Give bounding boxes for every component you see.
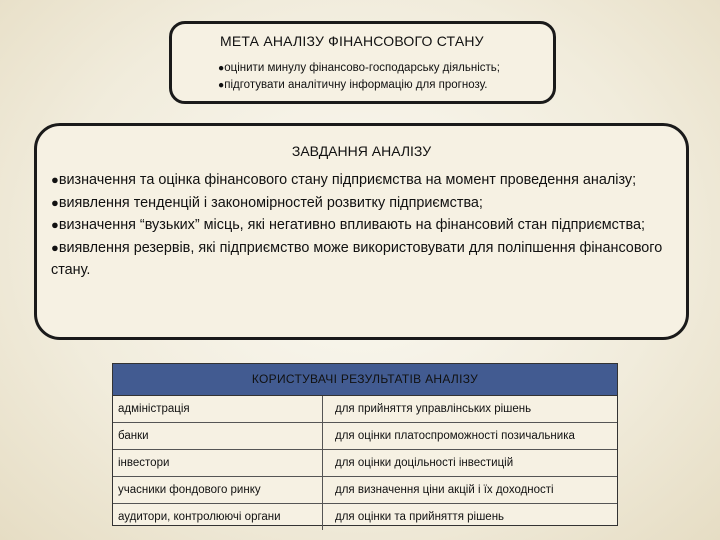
tasks-list (51, 169, 672, 282)
purpose-cell: для визначення ціни акцій і їх доходності (335, 484, 554, 496)
goal-item: ●оцінити минулу фінансово-господарську діяльність; (218, 62, 500, 74)
tasks-box (34, 123, 689, 340)
user-cell: банки (113, 423, 323, 449)
table-row (113, 477, 617, 504)
task-item: ●визначення “вузьких” місць, які негативно впливають на фінансовий стан підприємства; (51, 217, 645, 233)
bullet-icon: ● (218, 80, 225, 91)
goal-box (169, 21, 556, 104)
user-cell: аудитори, контролюючі органи (113, 504, 323, 530)
purpose-cell: для прийняття управлінських рішень (335, 403, 532, 415)
users-table (112, 363, 618, 526)
bullet-icon: ● (218, 63, 225, 74)
task-item: ●виявлення резервів, які підприємство може використовувати для поліпшення фінансового стану. (51, 239, 663, 278)
task-item: ●виявлення тенденцій і закономірностей розвитку підприємства; (51, 194, 483, 211)
table-row (113, 450, 617, 477)
users-table-header: КОРИСТУВАЧІ РЕЗУЛЬТАТІВ АНАЛІЗУ (113, 364, 617, 396)
tasks-title: ЗАВДАННЯ АНАЛІЗУ (291, 143, 432, 159)
purpose-cell: для оцінки платоспроможності позичальника (335, 430, 575, 442)
bullet-icon: ● (51, 217, 59, 232)
bullet-icon: ● (51, 239, 59, 255)
task-item: ●визначення та оцінка фінансового стану підприємства на момент проведення аналізу; (51, 172, 637, 188)
goal-list (218, 60, 500, 94)
bullet-icon: ● (51, 172, 59, 187)
user-cell: учасники фондового ринку (113, 477, 323, 503)
user-cell: інвестори (113, 450, 323, 476)
table-row (113, 423, 617, 450)
table-row (113, 504, 617, 530)
purpose-cell: для оцінки доцільності інвестицій (335, 457, 514, 469)
user-cell: адміністрація (113, 396, 323, 422)
bullet-icon: ● (51, 194, 59, 210)
purpose-cell: для оцінки та прийняття рішень (335, 511, 505, 523)
goal-title: МЕТА АНАЛІЗУ ФІНАНСОВОГО СТАНУ (220, 33, 484, 49)
goal-item: ●підготувати аналітичну інформацію для прогнозу. (218, 79, 488, 91)
table-row (113, 396, 617, 423)
